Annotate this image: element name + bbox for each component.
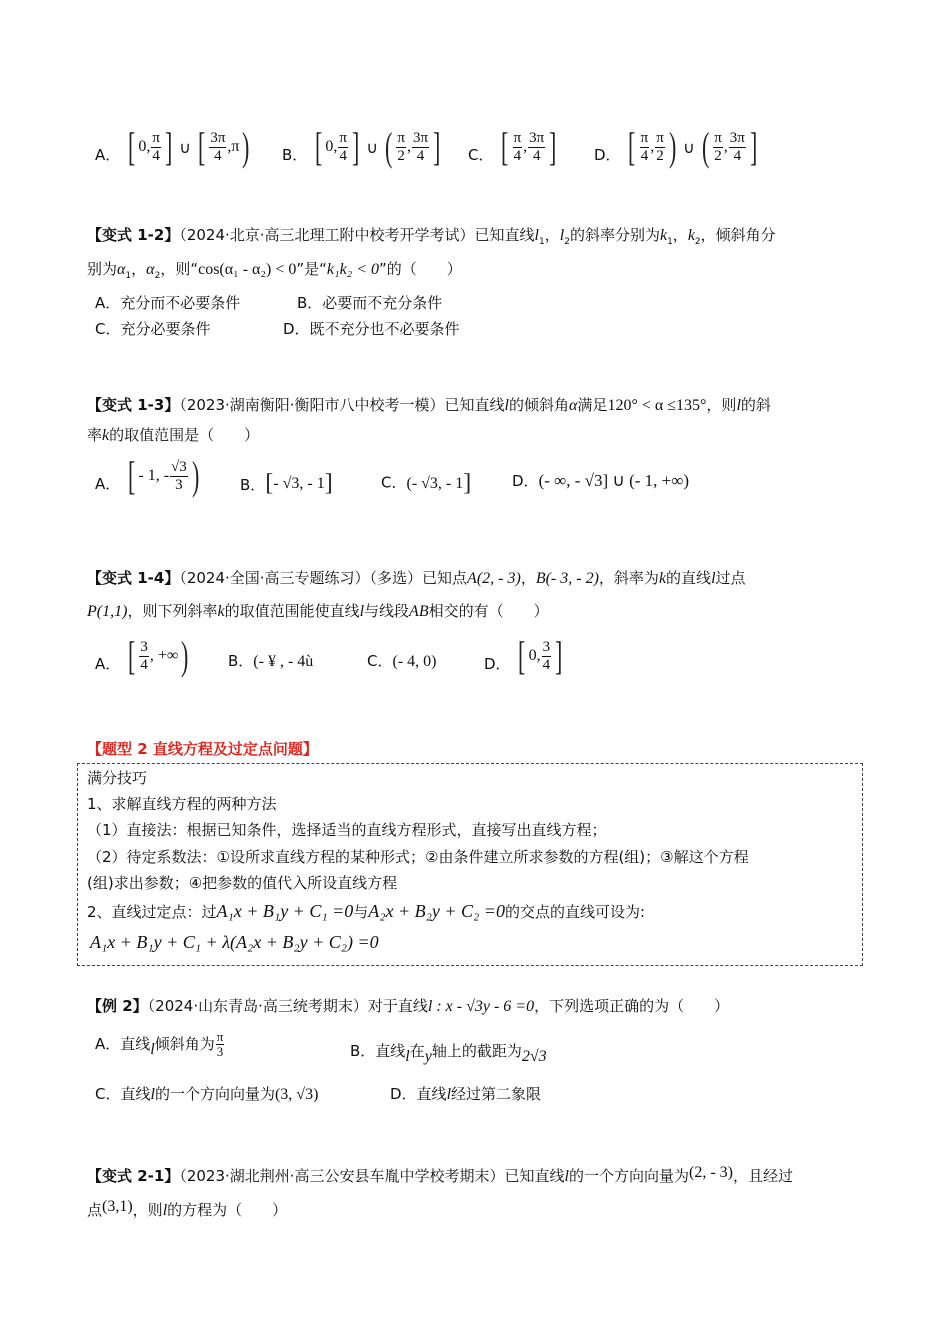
v13-opt-a: A． [ - 1, - $\frac{√3}{3}$ ) xyxy=(95,453,200,498)
tips-equation: A₁x + B₁y + C₁ + λ(A₂x + B₂y + C₂) =0 xyxy=(90,932,379,952)
v12-opt-d: D．既不充分也不必要条件 xyxy=(283,320,460,338)
v14-opt-d: D． [ 0, $\frac{3}{4}$ ] xyxy=(484,633,563,678)
q1-opt-a: A． [ 0, $\frac{\pi}{4}$ ] ∪ [ $\frac{3\pi}{4}$ ,π ) xyxy=(95,124,250,169)
v14-line1: 【变式 1-4】（2024·全国·高三专题练习）（多选）已知点A(2, - 3)，B(- 3, - 2)，斜率为k的直线l过点 xyxy=(87,569,746,587)
v21-line1: 【变式 2-1】（2023·湖北荆州·高三公安县车胤中学校考期末）已知直线l的一个方向向量为(2, - 3)，且经过 xyxy=(87,1164,794,1185)
tips-line4: (组)求出参数；④把参数的值代入所设直线方程 xyxy=(87,874,398,892)
v14-opt-b: B．(- ¥ , - 4ù xyxy=(228,652,314,670)
ex2-stem: 【例 2】（2024·山东青岛·高三统考期末）对于直线l : x - √3y - 6 =0，下列选项正确的为（ ） xyxy=(87,997,730,1015)
tips-line3: （2）待定系数法：①设所求直线方程的某种形式；②由条件建立所求参数的方程(组)；③解这个方程 xyxy=(87,848,749,866)
q1-opt-b: B． [ 0, $\frac{\pi}{4}$ ] ∪ ( $\frac{\pi}{2}$ , $\frac{3\pi}{4}$ ] xyxy=(282,124,441,169)
v13-opt-d: D． (- ∞, - √3] ∪ (- 1, +∞) xyxy=(512,471,690,490)
tips-line1: 1、求解直线方程的两种方法 xyxy=(87,795,277,813)
ex2-opt-a: A．直线l倾斜角为 $\frac{\pi}{3}$ xyxy=(95,1029,224,1059)
v14-opt-c: C．(- 4, 0) xyxy=(367,652,437,670)
v12-opt-b: B．必要而不充分条件 xyxy=(297,294,443,312)
v12-opt-c: C．充分必要条件 xyxy=(95,320,211,338)
tips-title: 满分技巧 xyxy=(87,769,148,787)
ex2-opt-b: B．直线l在y轴上的截距为2√3 xyxy=(350,1042,547,1065)
section-heading: 【题型 2 直线方程及过定点问题】 xyxy=(87,740,318,758)
v13-opt-b: B． [ - √3, - 1 ] xyxy=(240,470,333,496)
v14-line2: P(1,1)，则下列斜率k的取值范围能使直线l与线段AB相交的有（ ） xyxy=(87,602,549,620)
ex2-opt-c: C．直线l的一个方向向量为(3, √3) xyxy=(95,1085,319,1103)
tips-line2: （1）直接法：根据已知条件，选择适当的直线方程形式，直接写出直线方程； xyxy=(87,821,607,839)
v13-opt-c: C． (- √3, - 1 ] xyxy=(381,470,472,496)
v12-opt-a: A．充分而不必要条件 xyxy=(95,294,241,312)
ex2-opt-d: D．直线l经过第二象限 xyxy=(390,1085,542,1103)
v14-opt-a: A． [ $\frac{3}{4}$ , +∞ ) xyxy=(95,633,189,678)
tips-line5: 2、直线过定点：过A₁x + B₁y + C₁ =0与A₂x + B₂y + C₂ =0的交点的直线可设为: xyxy=(87,901,645,921)
v13-line1: 【变式 1-3】（2023·湖南衡阳·衡阳市八中校考一模）已知直线l的倾斜角α满足120° < α ≤135°，则l的斜 xyxy=(87,396,771,414)
v21-line2: 点(3,1)，则l的方程为（ ） xyxy=(87,1198,288,1219)
q1-opt-c: C． [ $\frac{\pi}{4}$ , $\frac{3\pi}{4}$ ] xyxy=(468,124,557,169)
v13-line2: 率k的取值范围是（ ） xyxy=(87,426,260,444)
v12-line1: 【变式 1-2】（2024·北京·高三北理工附中校考开学考试）已知直线$l_1$，$l_2$的斜率分别为$k_1$，$k_2$，倾斜角分 xyxy=(87,226,776,247)
v12-line2: 别为$\alpha_1$，$\alpha_2$，则“cos(α₁ - α₂) < 0”是“k₁k₂ < 0”的（ ） xyxy=(87,260,462,281)
q1-opt-d: D． [ $\frac{\pi}{4}$ , $\frac{\pi}{2}$ ) ∪ ( $\frac{\pi}{2}$ , $\frac{3\pi}{4}$ ] xyxy=(594,124,758,169)
